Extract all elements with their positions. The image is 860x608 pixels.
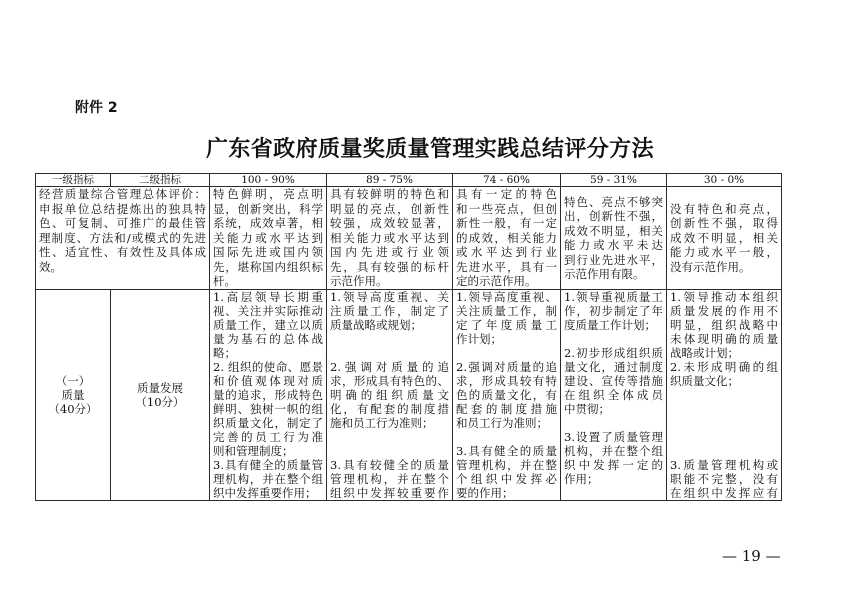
criteria-item-line: 明显，组织战略中: [670, 318, 778, 332]
criteria-item-line: 管理机构，并在整: [456, 458, 557, 472]
criteria-item-line: 管理机构，并在整个: [330, 472, 449, 486]
overall-level-89-75-cell: [327, 187, 452, 289]
criteria-item-line: 理机构，并在整个组: [213, 472, 323, 486]
criteria-text-line: 先，堪称国内组织标: [213, 259, 323, 274]
criteria-item-line: 1.领导重视质量工: [564, 290, 663, 304]
criteria-item-line: 2.强调对质量的追: [330, 360, 449, 374]
quality-second-level-text: [135, 381, 184, 409]
criteria-item-line: 织中发挥重要作用；: [213, 486, 317, 500]
criteria-item: [670, 458, 778, 500]
indicator-text-line: 性、适宜性、有效性及具体成: [39, 245, 206, 259]
criteria-item-line: 2.未形成明确的组: [670, 360, 778, 374]
criteria-item-line: 机构，并在整个组: [564, 444, 663, 458]
criteria-item-line: 关注质量工作，制: [456, 304, 557, 318]
overall-level-59-31-cell: [561, 187, 666, 289]
criteria-item-line: 战略或计划；: [670, 346, 739, 360]
criteria-text-line: 较强，成效较显著，: [330, 216, 449, 230]
overall-level-30-0-text: [670, 202, 778, 275]
criteria-item: [213, 360, 323, 458]
criteria-item: [330, 458, 449, 500]
criteria-text-line: 关能力或水平达到: [213, 230, 323, 245]
quality-level-89-75-cell: [327, 290, 452, 500]
criteria-text-line: 和一些亮点，但创: [456, 201, 557, 216]
criteria-item-line: 作，初步制定了年: [564, 304, 663, 318]
criteria-item-line: 3.具有较健全的质量: [330, 458, 449, 472]
criteria-item-line: 在组织中发挥应有: [670, 486, 778, 500]
overall-level-74-60-text: [456, 187, 557, 289]
indicator-label-line: 质量: [61, 388, 85, 402]
criteria-item: [564, 430, 663, 486]
criteria-item-line: 织质量文化；: [670, 374, 739, 388]
criteria-text-line: 示范作用有限。: [564, 267, 645, 281]
criteria-item-line: 职能不完整，没有: [670, 472, 778, 486]
header-level-59-31: 59 - 31%: [561, 174, 666, 186]
overall-indicator-cell: [36, 187, 209, 289]
criteria-text-line: 新性一般，有一定: [456, 216, 557, 230]
overall-level-74-60-cell: [453, 187, 560, 289]
criteria-text-line: 特色、亮点不够突: [564, 194, 663, 209]
criteria-text-line: 杆。: [213, 274, 236, 288]
scoring-table: [35, 173, 782, 501]
indicator-text-line: 效。: [39, 259, 62, 274]
criteria-text-line: 先进水平，具有一: [456, 259, 557, 274]
criteria-item-line: 量的追求，形成特色: [213, 388, 323, 402]
criteria-item-line: 2.强调对质量的追: [456, 360, 557, 374]
criteria-item: [330, 360, 449, 430]
header-level-74-60: 74 - 60%: [453, 174, 560, 186]
document-title: 广东省政府质量奖质量管理实践总结评分方法: [205, 136, 654, 162]
criteria-item-line: 在组织全体成员: [564, 388, 663, 402]
criteria-item-line: 定了年度质量工: [456, 318, 557, 332]
criteria-item-line: 视、关注并实际推动: [213, 304, 323, 318]
criteria-item-line: 2.初步形成组织质: [564, 346, 663, 360]
overall-level-59-31-text: [564, 195, 663, 282]
criteria-text-line: 能力或水平未达: [564, 238, 663, 252]
criteria-text-line: 特色鲜明，亮点明: [213, 187, 323, 201]
criteria-text-line: 系统，成效卓著，相: [213, 216, 323, 230]
criteria-item-line: 3.设置了质量管理: [564, 430, 663, 444]
criteria-text-line: 国际先进或国内领: [213, 245, 323, 259]
criteria-item-line: 和价值观体现对质: [213, 374, 323, 388]
criteria-text-line: 定的示范作用。: [456, 274, 537, 288]
criteria-item-line: 色的质量文化，有: [456, 388, 557, 402]
criteria-text-line: 的成效，相关能力: [456, 230, 557, 245]
criteria-text-line: 出，创新性不强，: [564, 209, 663, 223]
criteria-text-line: 明显的亮点，创新性: [330, 201, 449, 216]
criteria-item: [670, 290, 778, 360]
criteria-item-line: 未体现明确的质量: [670, 332, 778, 346]
criteria-item-line: 个组织中发挥必: [456, 472, 557, 486]
criteria-text-line: 先，具有较强的标杆: [330, 259, 449, 274]
criteria-item-line: 注质量工作，制定了: [330, 304, 449, 318]
criteria-text-line: 具有一定的特色: [456, 187, 557, 201]
criteria-item-line: 作计划；: [456, 332, 502, 346]
criteria-item-line: 1.领导高度重视、关: [330, 290, 449, 304]
criteria-text-line: 没有示范作用。: [670, 259, 751, 274]
criteria-text-line: 成效不明显，相关: [670, 230, 778, 245]
criteria-item-line: 3.质量管理机构或: [670, 458, 778, 472]
attachment-label: 附件 2: [75, 100, 118, 116]
criteria-item: [564, 290, 663, 332]
criteria-text-line: 没有特色和亮点，: [670, 201, 778, 216]
criteria-item-line: 则和管理制度；: [213, 444, 294, 458]
criteria-item-line: 1.领导推动本组织: [670, 290, 778, 304]
criteria-text-line: 具有较鲜明的特色和: [330, 187, 449, 201]
criteria-item-line: 量为基石的总体战: [213, 332, 323, 346]
header-second-level: 二级指标: [111, 174, 209, 186]
criteria-item-line: 和员工行为准则；: [456, 416, 548, 430]
criteria-item-line: 质量工作，建立以质: [213, 318, 323, 332]
criteria-item-line: 质量发展的作用不: [670, 304, 778, 318]
criteria-text-line: 显，创新突出，科学: [213, 201, 323, 216]
criteria-text-line: 成效不明显，相关: [564, 223, 663, 238]
criteria-item-line: 求，形成具有特色的、: [330, 374, 449, 388]
criteria-text-line: 能力或水平一般，: [670, 245, 778, 260]
criteria-item-line: 度质量工作计划；: [564, 318, 656, 332]
criteria-item-line: 配套的制度措施: [456, 402, 557, 416]
criteria-item-line: 作用；: [564, 472, 599, 486]
indicator-label-line: （一）: [55, 374, 91, 388]
criteria-item-line: 3.具有健全的质量: [456, 444, 557, 458]
overall-level-89-75-text: [330, 187, 449, 289]
quality-first-level-text: [48, 374, 97, 416]
quality-level-59-31-cell: [561, 290, 666, 500]
criteria-item-line: 组织中发挥较重要作: [330, 486, 449, 500]
criteria-item-line: 化，有配套的制度措: [330, 402, 449, 416]
quality-first-level-cell: [36, 290, 110, 500]
indicator-text-line: 色、可复制、可推广的最佳管: [39, 216, 206, 230]
criteria-text-line: 示范作用。: [330, 274, 388, 288]
criteria-item-line: 量文化，通过制度: [564, 360, 663, 374]
criteria-item: [213, 290, 323, 360]
criteria-item-line: 求，形成具较有特: [456, 374, 557, 388]
indicator-label-line: （10分）: [135, 395, 185, 409]
criteria-item-line: 织质量文化，制定了: [213, 416, 323, 430]
overall-level-100-90-cell: [210, 187, 326, 289]
criteria-item: [330, 290, 449, 332]
indicator-text-line: 经营质量综合管理总体评价：: [39, 187, 206, 201]
criteria-item-line: 质量战略或规划；: [330, 318, 422, 332]
criteria-item-line: 要的作用；: [456, 486, 514, 500]
criteria-item-line: 完善的员工行为准: [213, 430, 323, 444]
criteria-item-line: 施和员工行为准则；: [330, 416, 434, 430]
criteria-text-line: 到行业先进水平，: [564, 252, 663, 267]
overall-level-100-90-text: [213, 187, 323, 289]
header-level-30-0: 30 - 0%: [667, 174, 781, 186]
criteria-item-line: 中贯彻；: [564, 402, 610, 416]
criteria-text-line: 创新性不强，取得: [670, 216, 778, 231]
header-first-level: 一级指标: [36, 174, 110, 186]
quality-level-74-60-cell: [453, 290, 560, 500]
quality-level-30-0-cell: [667, 290, 781, 500]
criteria-item: [213, 458, 323, 500]
criteria-item-line: 明确的组织质量文: [330, 388, 449, 402]
criteria-item: [456, 290, 557, 346]
criteria-item: [456, 360, 557, 430]
indicator-label-line: （40分）: [48, 402, 98, 416]
quality-second-level-cell: [111, 290, 209, 500]
criteria-item-line: 建设、宣传等措施: [564, 374, 663, 388]
indicator-text-line: 理制度、方法和/或模式的先进: [39, 230, 206, 245]
criteria-item-line: 3.具有健全的质量管: [213, 458, 323, 472]
quality-level-100-90-cell: [210, 290, 326, 500]
criteria-item: [456, 444, 557, 500]
indicator-text-line: 申报单位总结提炼出的独具特: [39, 201, 206, 216]
header-level-100-90: 100 - 90%: [210, 174, 326, 186]
criteria-item-line: 鲜明、独树一帜的组: [213, 402, 323, 416]
criteria-item: [564, 346, 663, 416]
criteria-text-line: 相关能力或水平达到: [330, 230, 449, 245]
page-number: — 19 —: [722, 547, 781, 565]
criteria-item-line: 略；: [213, 346, 236, 360]
criteria-item: [670, 360, 778, 388]
overall-indicator-text: [39, 187, 206, 274]
overall-level-30-0-cell: [667, 187, 781, 289]
criteria-text-line: 国内先进或行业领: [330, 245, 449, 259]
criteria-item-line: 2. 组织的使命、愿景: [213, 360, 323, 374]
criteria-item-line: 1.高层领导长期重: [213, 290, 323, 304]
criteria-item-line: 1.领导高度重视、: [456, 290, 557, 304]
indicator-label-line: 质量发展: [136, 381, 183, 395]
criteria-text-line: 或水平达到行业: [456, 245, 557, 259]
header-level-89-75: 89 - 75%: [327, 174, 452, 186]
criteria-item-line: 织中发挥一定的: [564, 458, 663, 472]
